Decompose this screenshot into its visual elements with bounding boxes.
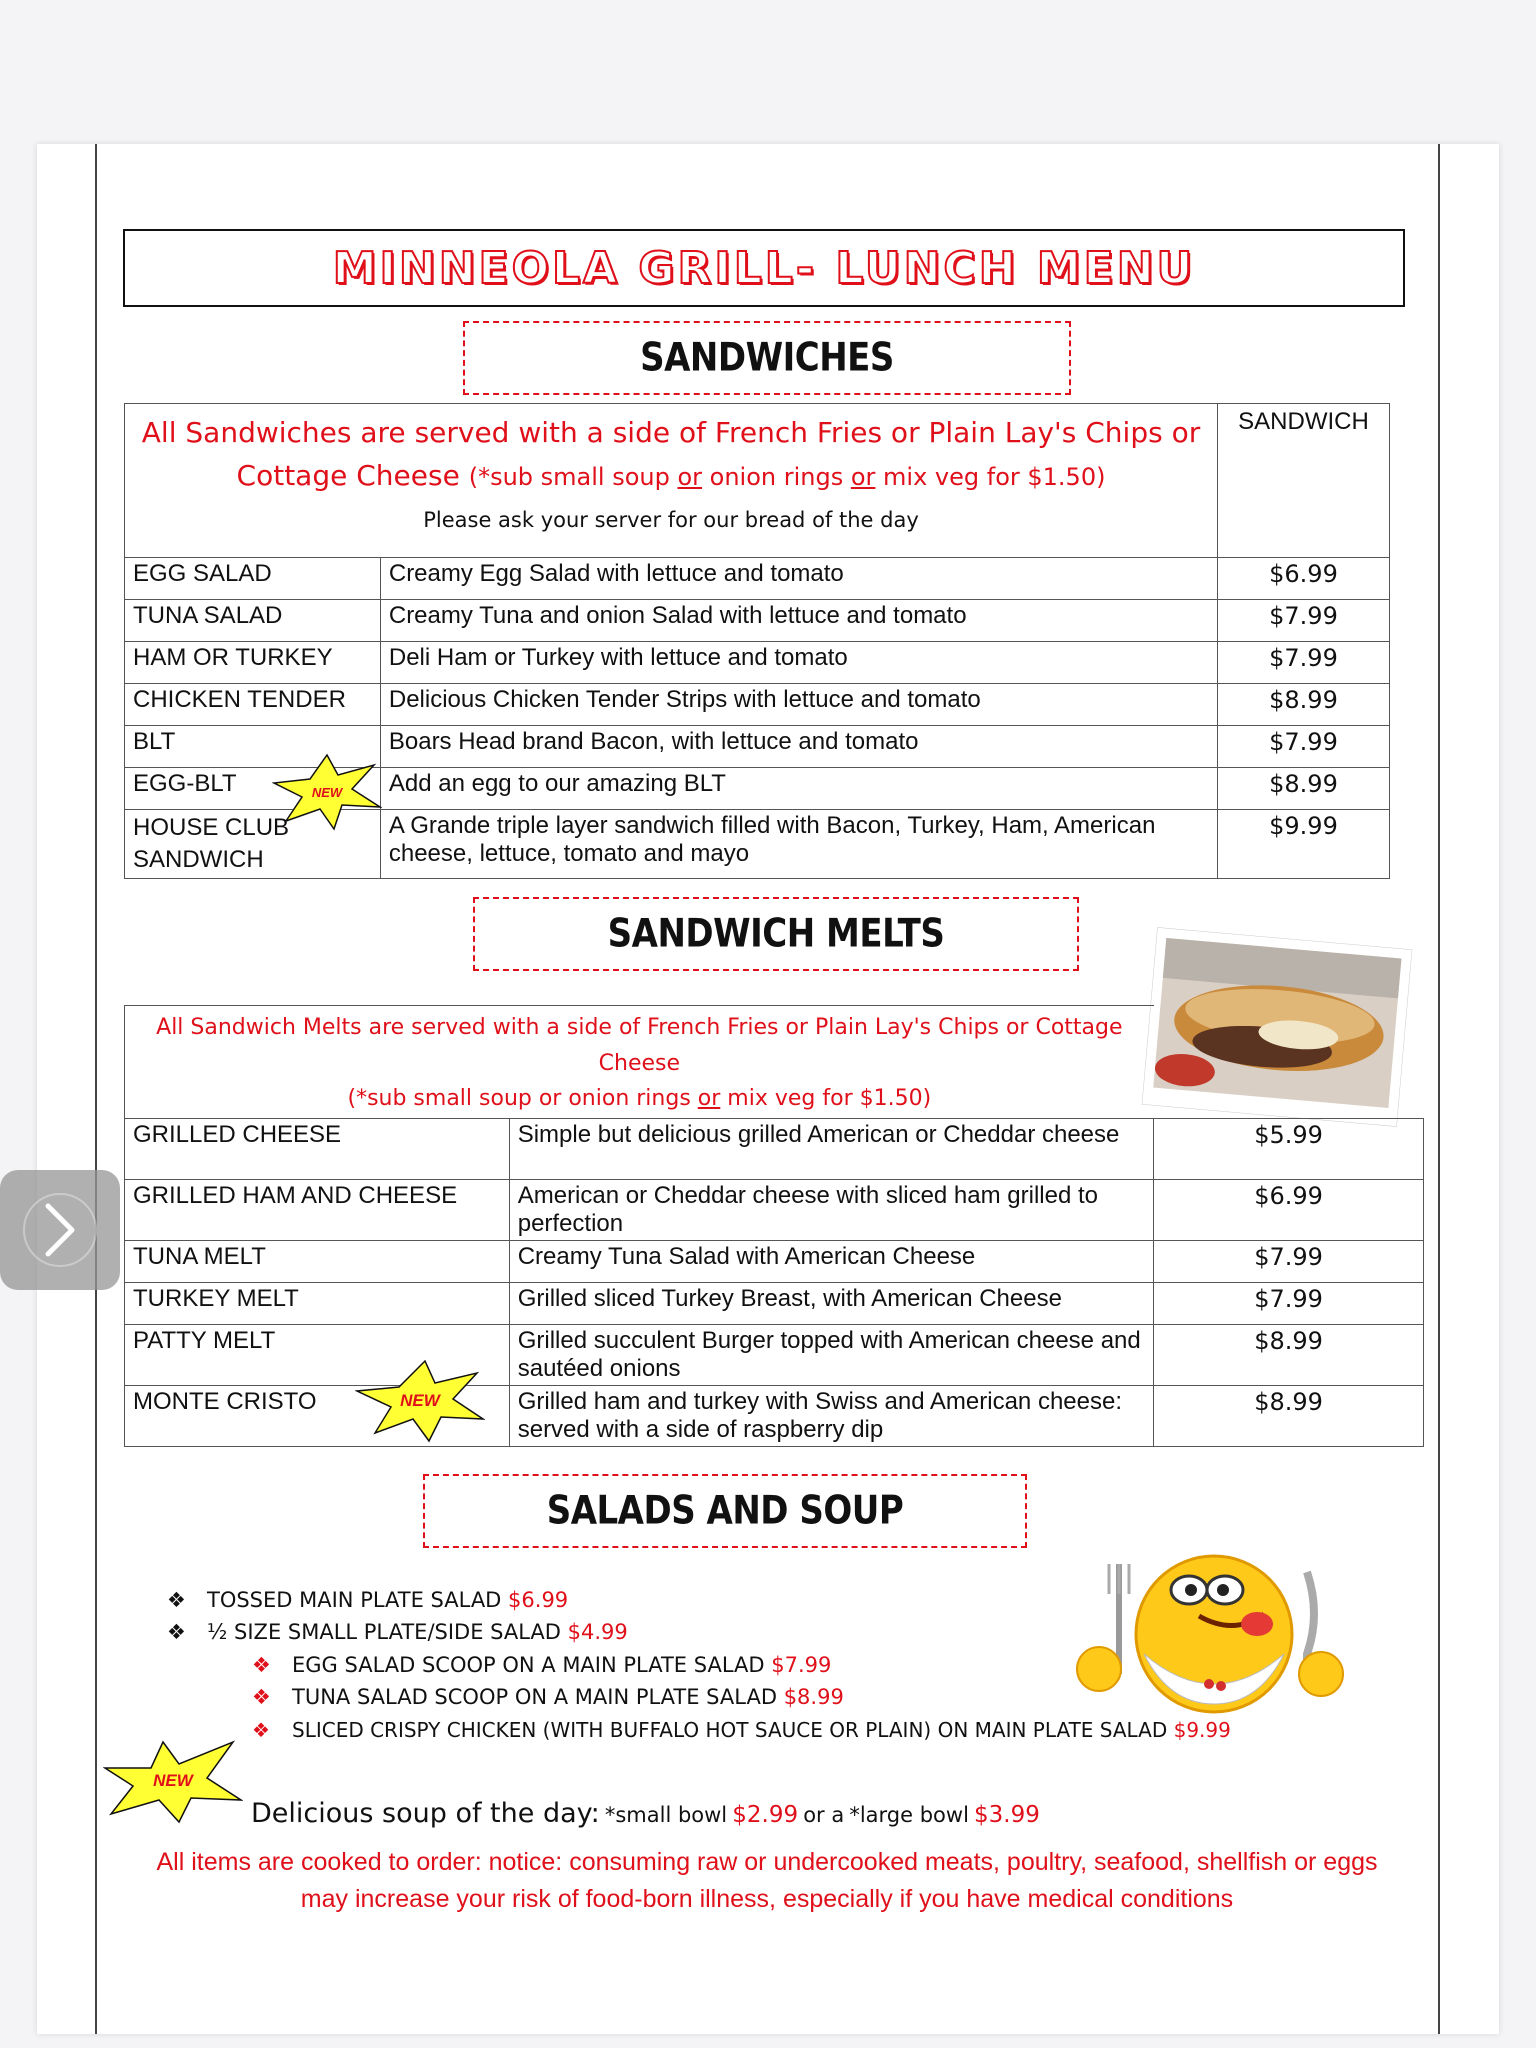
salad-item-price: $9.99 bbox=[1173, 1718, 1231, 1742]
list-item bbox=[167, 1588, 568, 1612]
item-price: $8.99 bbox=[1218, 684, 1390, 726]
soup-small-price: $2.99 bbox=[732, 1802, 799, 1828]
hungry-smiley-icon bbox=[1059, 1554, 1359, 1714]
sub-text-c: mix veg for $1.50) bbox=[875, 463, 1106, 491]
item-desc: Creamy Tuna Salad with American Cheese bbox=[509, 1241, 1153, 1283]
notice-line2: may increase your risk of food-born illness, especially if you have medical conditions bbox=[300, 1885, 1234, 1913]
item-name: MONTE CRISTO bbox=[125, 1386, 510, 1447]
diamond-bullet-icon: ❖ bbox=[252, 1718, 270, 1742]
next-page-button[interactable] bbox=[0, 1170, 120, 1290]
item-desc: Creamy Tuna and onion Salad with lettuce and tomato bbox=[380, 600, 1217, 642]
list-item bbox=[252, 1685, 844, 1709]
melts-intro-empty bbox=[1154, 1006, 1424, 1119]
item-name: BLT bbox=[125, 726, 381, 768]
item-desc: Grilled succulent Burger topped with American cheese and sautéed onions bbox=[509, 1325, 1153, 1386]
melts-intro-cell bbox=[125, 1006, 1154, 1119]
sandwiches-intro-sub bbox=[469, 463, 1106, 491]
item-desc: Boars Head brand Bacon, with lettuce and tomato bbox=[380, 726, 1217, 768]
item-price: $8.99 bbox=[1154, 1386, 1424, 1447]
item-name: GRILLED CHEESE bbox=[125, 1119, 510, 1180]
item-desc: Grilled ham and turkey with Swiss and American cheese: served with a side of raspberry dip bbox=[509, 1386, 1153, 1447]
item-name: PATTY MELT bbox=[125, 1325, 510, 1386]
salad-item-price: $7.99 bbox=[771, 1653, 832, 1677]
diamond-bullet-icon: ❖ bbox=[252, 1653, 271, 1677]
item-price: $7.99 bbox=[1154, 1241, 1424, 1283]
diamond-bullet-icon: ❖ bbox=[167, 1588, 186, 1612]
sub-or-2: or bbox=[850, 463, 876, 491]
item-desc: Creamy Egg Salad with lettuce and tomato bbox=[380, 558, 1217, 600]
list-item bbox=[252, 1718, 1231, 1742]
item-price: $7.99 bbox=[1218, 600, 1390, 642]
item-desc: Grilled sliced Turkey Breast, with American Cheese bbox=[509, 1283, 1153, 1325]
item-price: $6.99 bbox=[1218, 558, 1390, 600]
table-row bbox=[125, 1386, 1424, 1447]
diamond-bullet-icon: ❖ bbox=[167, 1620, 186, 1644]
item-desc: A Grande triple layer sandwich filled with Bacon, Turkey, Ham, American cheese, lettuce, tomato and mayo bbox=[380, 810, 1217, 879]
table-row bbox=[125, 1325, 1424, 1386]
new-badge-soup bbox=[103, 1738, 243, 1824]
table-row bbox=[125, 600, 1390, 642]
table-row bbox=[125, 1241, 1424, 1283]
item-name: CHICKEN TENDER bbox=[125, 684, 381, 726]
item-price: $7.99 bbox=[1218, 726, 1390, 768]
smiley-drawing bbox=[1059, 1554, 1359, 1714]
item-name: TUNA SALAD bbox=[125, 600, 381, 642]
item-desc: Simple but delicious grilled American or Cheddar cheese bbox=[509, 1119, 1153, 1180]
salads-heading: SALADS AND SOUP bbox=[546, 1488, 904, 1534]
chevron-right-icon bbox=[0, 1170, 120, 1290]
melts-intro-line2 bbox=[133, 1082, 1146, 1116]
sub-text-b: onion rings bbox=[702, 463, 851, 491]
item-price: $6.99 bbox=[1154, 1180, 1424, 1241]
new-badge-label: NEW bbox=[153, 1771, 193, 1790]
melts-sub-b: mix veg for $1.50) bbox=[720, 1086, 932, 1111]
salad-item-text: TUNA SALAD SCOOP ON A MAIN PLATE SALAD bbox=[292, 1685, 777, 1709]
price-header: SANDWICH bbox=[1218, 404, 1390, 558]
soup-small-label: *small bowl bbox=[604, 1803, 728, 1827]
item-price: $7.99 bbox=[1218, 642, 1390, 684]
table-row bbox=[125, 558, 1390, 600]
sandwiches-heading: SANDWICHES bbox=[640, 335, 894, 381]
new-badge-egg-blt bbox=[272, 753, 382, 831]
salad-item-text: EGG SALAD SCOOP ON A MAIN PLATE SALAD bbox=[292, 1653, 765, 1677]
salad-item-price: $4.99 bbox=[567, 1620, 628, 1644]
melts-intro-line1: All Sandwich Melts are served with a side of French Fries or Plain Lay's Chips or Cottage Cheese bbox=[156, 1015, 1123, 1076]
diamond-bullet-icon: ❖ bbox=[252, 1685, 271, 1709]
menu-page bbox=[37, 144, 1499, 2034]
table-row bbox=[125, 1180, 1424, 1241]
item-desc: American or Cheddar cheese with sliced ham grilled to perfection bbox=[509, 1180, 1153, 1241]
item-price: $8.99 bbox=[1218, 768, 1390, 810]
menu-title: MINNEOLA GRILL- LUNCH MENU bbox=[332, 242, 1196, 294]
melts-intro-row bbox=[125, 1006, 1424, 1119]
list-item bbox=[252, 1653, 831, 1677]
item-price: $5.99 bbox=[1154, 1119, 1424, 1180]
item-desc: Deli Ham or Turkey with lettuce and tomato bbox=[380, 642, 1217, 684]
salad-item-text: SLICED CRISPY CHICKEN (WITH BUFFALO HOT SAUCE OR PLAIN) ON MAIN PLATE SALAD bbox=[292, 1718, 1168, 1742]
new-badge-monte-cristo bbox=[355, 1359, 485, 1443]
melts-table bbox=[124, 1005, 1424, 1447]
sandwiches-intro-line1: All Sandwiches are served with a side of French Fries or Plain Lay's Chips or bbox=[141, 416, 1201, 449]
melts-sub-a: (*sub small soup or onion rings bbox=[347, 1086, 698, 1111]
item-price: $7.99 bbox=[1154, 1283, 1424, 1325]
table-row bbox=[125, 1119, 1424, 1180]
sub-text-a: (*sub small soup bbox=[468, 463, 678, 491]
soup-large-label: *large bowl bbox=[849, 1803, 969, 1827]
title-box bbox=[123, 229, 1405, 307]
sandwiches-intro-main: Cottage Cheese bbox=[236, 459, 460, 492]
salad-item-text: TOSSED MAIN PLATE SALAD bbox=[207, 1588, 502, 1612]
item-price: $8.99 bbox=[1154, 1325, 1424, 1386]
item-price: $9.99 bbox=[1218, 810, 1390, 879]
soup-or: or a bbox=[803, 1803, 845, 1827]
salad-item-price: $8.99 bbox=[783, 1685, 844, 1709]
new-badge-label: NEW bbox=[400, 1391, 440, 1410]
item-name: EGG-BLT bbox=[125, 768, 381, 810]
item-name: EGG SALAD bbox=[125, 558, 381, 600]
sub-or-1: or bbox=[677, 463, 703, 491]
list-item bbox=[167, 1620, 628, 1644]
item-name: HOUSE CLUB SANDWICH bbox=[125, 810, 381, 879]
soup-line bbox=[251, 1798, 1040, 1829]
salad-item-price: $6.99 bbox=[508, 1588, 569, 1612]
salad-item-text: ½ SIZE SMALL PLATE/SIDE SALAD bbox=[207, 1620, 561, 1644]
left-margin-line bbox=[95, 144, 97, 2034]
right-margin-line bbox=[1438, 144, 1440, 2034]
item-desc: Delicious Chicken Tender Strips with lettuce and tomato bbox=[380, 684, 1217, 726]
melts-heading-box bbox=[473, 897, 1079, 971]
salads-heading-box bbox=[423, 1474, 1027, 1548]
sandwiches-intro-row bbox=[125, 404, 1390, 558]
bread-note: Please ask your server for our bread of the day bbox=[423, 508, 919, 532]
notice-line1: All items are cooked to order: notice: consuming raw or undercooked meats, poultry, seafood, shellfish or eggs bbox=[156, 1848, 1378, 1876]
table-row bbox=[125, 642, 1390, 684]
item-desc: Add an egg to our amazing BLT bbox=[380, 768, 1217, 810]
food-safety-notice bbox=[97, 1844, 1437, 1918]
melts-sub-or: or bbox=[697, 1086, 721, 1111]
soup-large-price: $3.99 bbox=[974, 1802, 1040, 1828]
melts-heading: SANDWICH MELTS bbox=[607, 911, 945, 957]
item-name: HAM OR TURKEY bbox=[125, 642, 381, 684]
new-badge-label: NEW bbox=[311, 784, 343, 800]
item-name: TUNA MELT bbox=[125, 1241, 510, 1283]
sandwiches-intro-cell bbox=[125, 404, 1218, 558]
item-name: TURKEY MELT bbox=[125, 1283, 510, 1325]
item-name: GRILLED HAM AND CHEESE bbox=[125, 1180, 510, 1241]
table-row bbox=[125, 1283, 1424, 1325]
sandwiches-intro-line2 bbox=[133, 456, 1209, 497]
soup-label: Delicious soup of the day: bbox=[251, 1798, 600, 1829]
sandwiches-heading-box bbox=[463, 321, 1071, 395]
table-row bbox=[125, 684, 1390, 726]
